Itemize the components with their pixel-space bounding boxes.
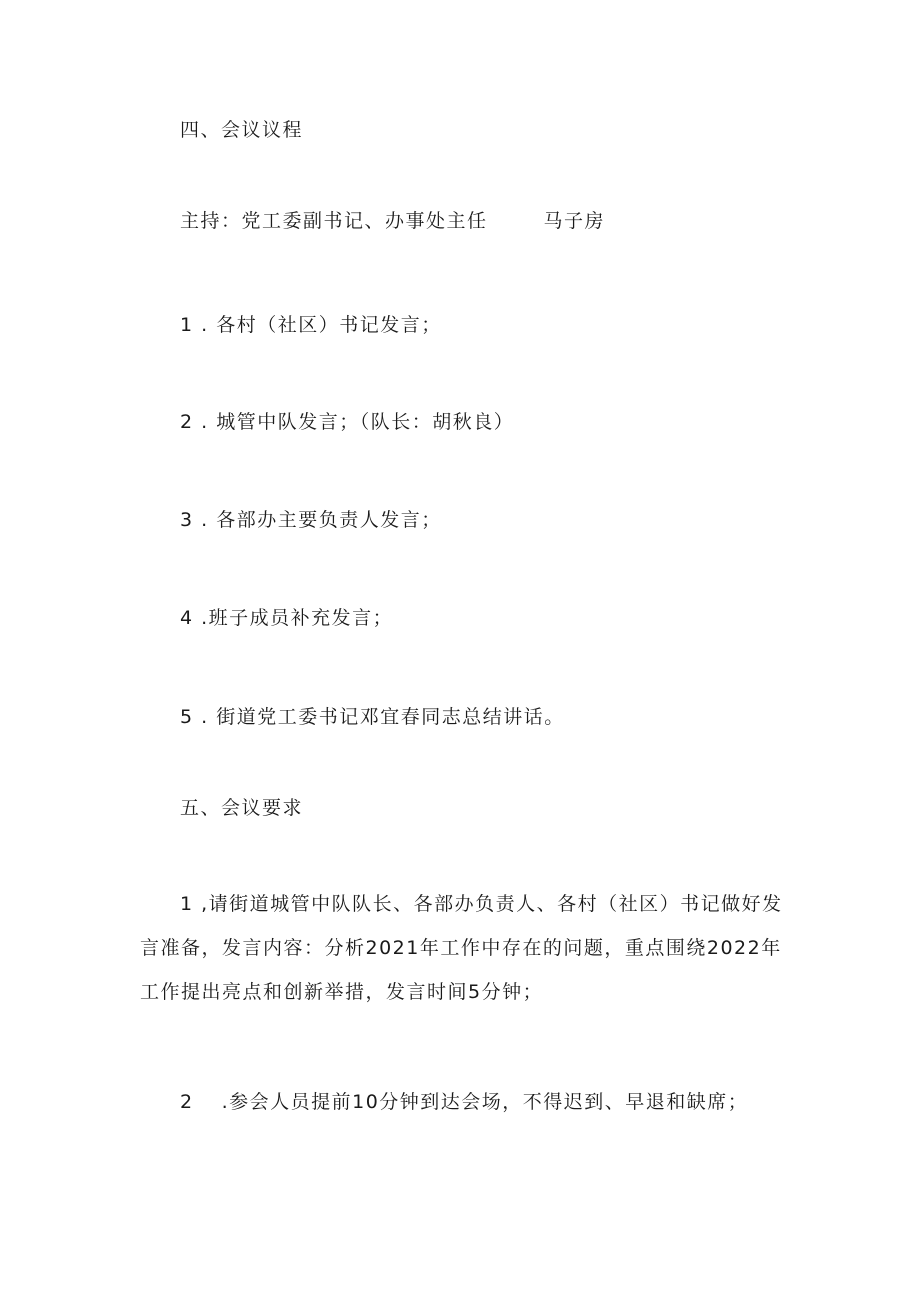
agenda-item-2: 2 . 城管中队发言；（队长：胡秋良）	[180, 411, 515, 433]
agenda-item-1: 1 . 各村（社区）书记发言；	[180, 314, 442, 336]
agenda-item-5: 5 . 街道党工委书记邓宜春同志总结讲话。	[180, 706, 565, 728]
section-heading-agenda: 四、会议议程	[180, 119, 304, 141]
requirement-2	[180, 1090, 748, 1114]
agenda-item-4: 4 .班子成员补充发言；	[180, 607, 394, 629]
section-heading-requirements: 五、会议要求	[180, 797, 304, 819]
host-line	[180, 209, 605, 233]
host-name: 马子房	[543, 210, 606, 232]
requirement-2-number: 2	[180, 1091, 194, 1113]
requirement-2-text: .参会人员提前10分钟到达会场，不得迟到、早退和缺席；	[221, 1091, 749, 1113]
host-label: 主持：党工委副书记、办事处主任	[180, 210, 488, 232]
agenda-item-3: 3 . 各部办主要负责人发言；	[180, 509, 442, 531]
requirement-1-paragraph: 1 ,请街道城管中队队长、各部办负责人、各村（社区）书记做好发言准备，发言内容：分析2021年工作中存在的问题，重点围绕2022年工作提出亮点和创新举措，发言时间5分钟；	[140, 893, 783, 1003]
